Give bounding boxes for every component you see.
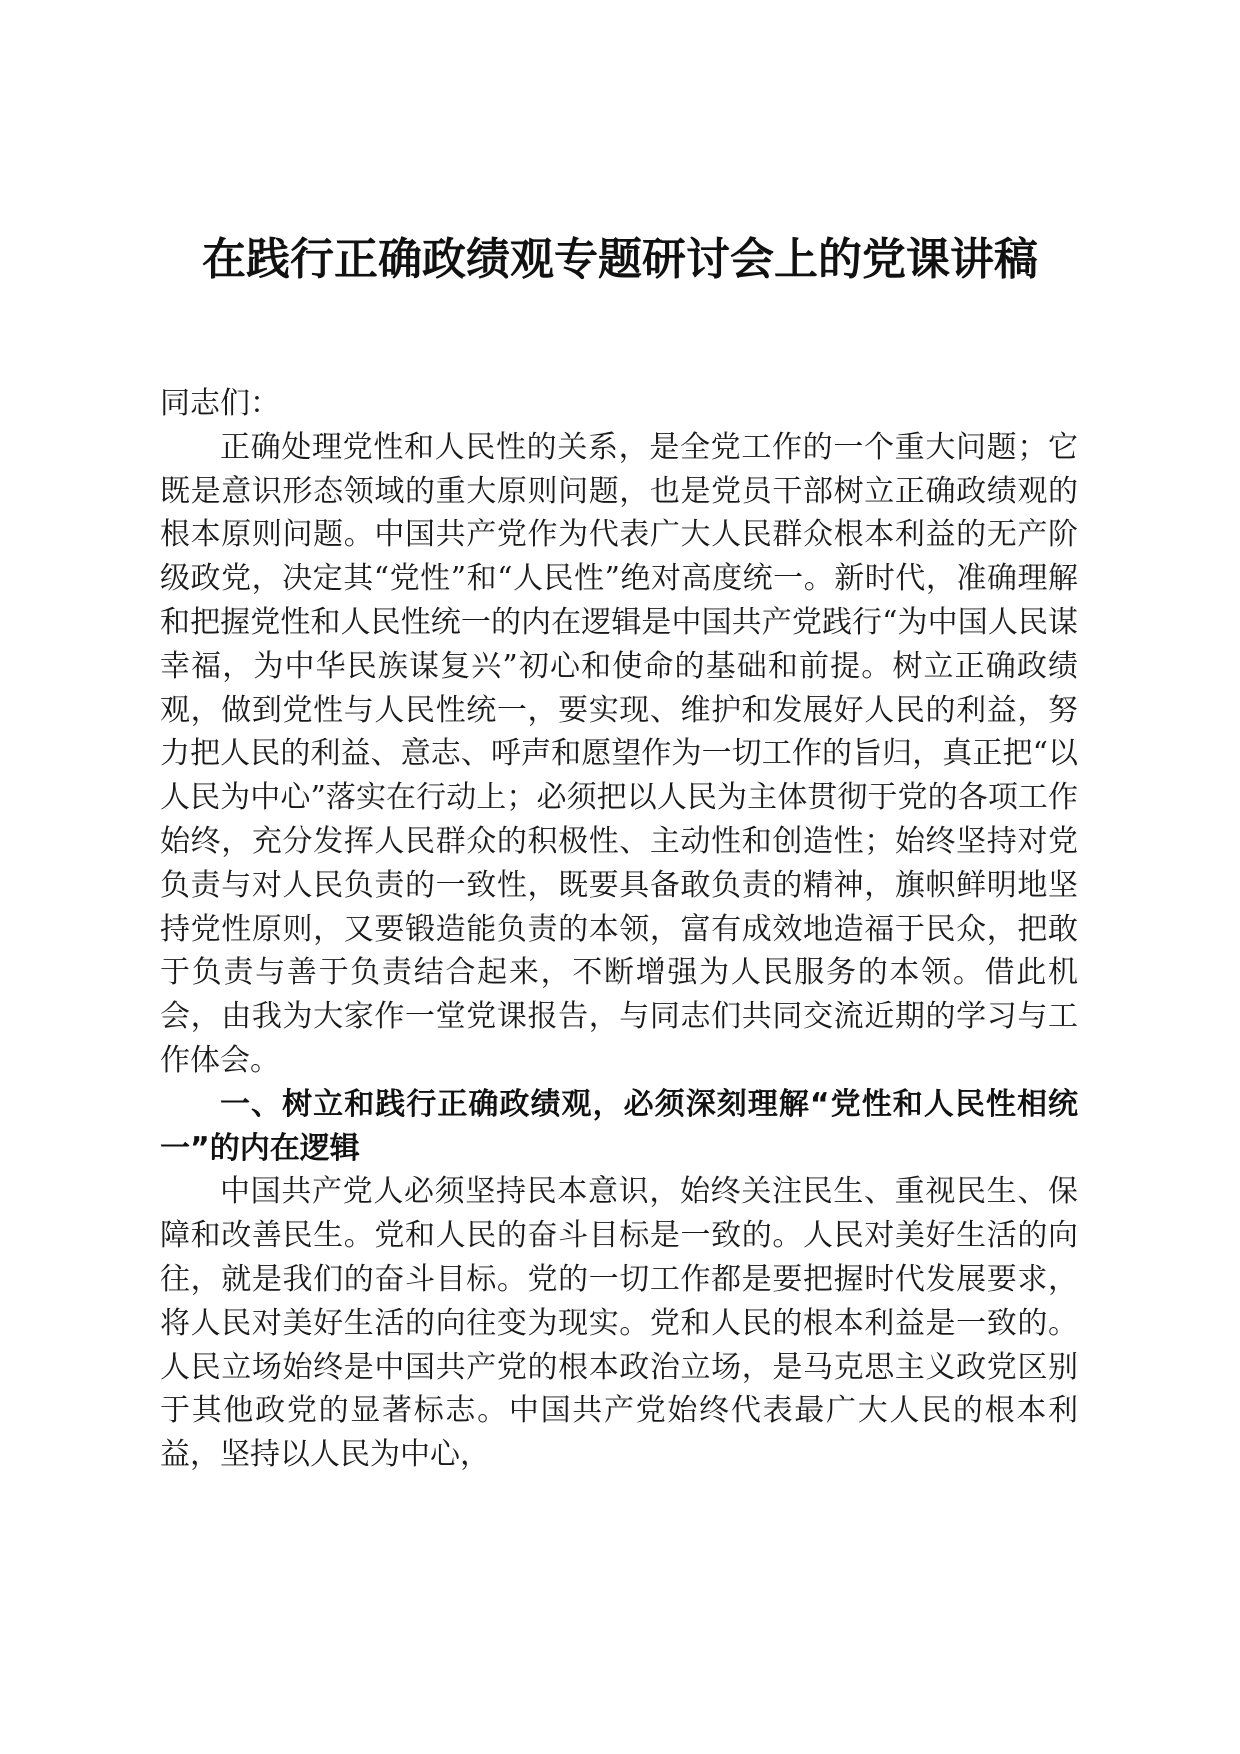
salutation: 同志们： [160,386,280,421]
section-paragraph: 中国共产党人必须坚持民本意识，始终关注民生、重视民生、保障和改善民生。党和人民的奋斗目标是一致的。人民对美好生活的向往，就是我们的奋斗目标。党的一切工作都是要把握时代发展要求，将人民对美好生活的向往变为现实。党和人民的根本利益是一致的。人民立场始终是中国共产党的根本政治立场，是马克思主义政党区别于其他政党的显著标志。中国共产党始终代表最广大人民的根本利益，坚持以人民为中心， [160,1174,1078,1473]
document-body [160,382,1078,1477]
document-title: 在践行正确政绩观专题研讨会上的党课讲稿 [202,234,1038,285]
intro-paragraph: 正确处理党性和人民性的关系，是全党工作的一个重大问题；它既是意识形态领域的重大原则问题，也是党员干部树立正确政绩观的根本原则问题。中国共产党作为代表广大人民群众根本利益的无产阶级政党，决定其“党性”和“人民性”绝对高度统一。新时代，准确理解和把握党性和人民性统一的内在逻辑是中国共产党践行“为中国人民谋幸福，为中华民族谋复兴”初心和使命的基础和前提。树立正确政绩观，做到党性与人民性统一，要实现、维护和发展好人民的利益，努力把人民的利益、意志、呼声和愿望作为一切工作的旨归，真正把“以人民为中心”落实在行动上；必须把以人民为主体贯彻于党的各项工作始终，充分发挥人民群众的积极性、主动性和创造性；始终坚持对党负责与对人民负责的一致性，既要具备敢负责的精神，旗帜鲜明地坚持党性原则，又要锻造能负责的本领，富有成效地造福于民众，把敢于负责与善于负责结合起来，不断增强为人民服务的本领。借此机会，由我为大家作一堂党课报告，与同志们共同交流近期的学习与工作体会。 [160,429,1078,1078]
section-heading: 一、树立和践行正确政绩观，必须深刻理解“党性和人民性相统一”的内在逻辑 [160,1086,1078,1166]
